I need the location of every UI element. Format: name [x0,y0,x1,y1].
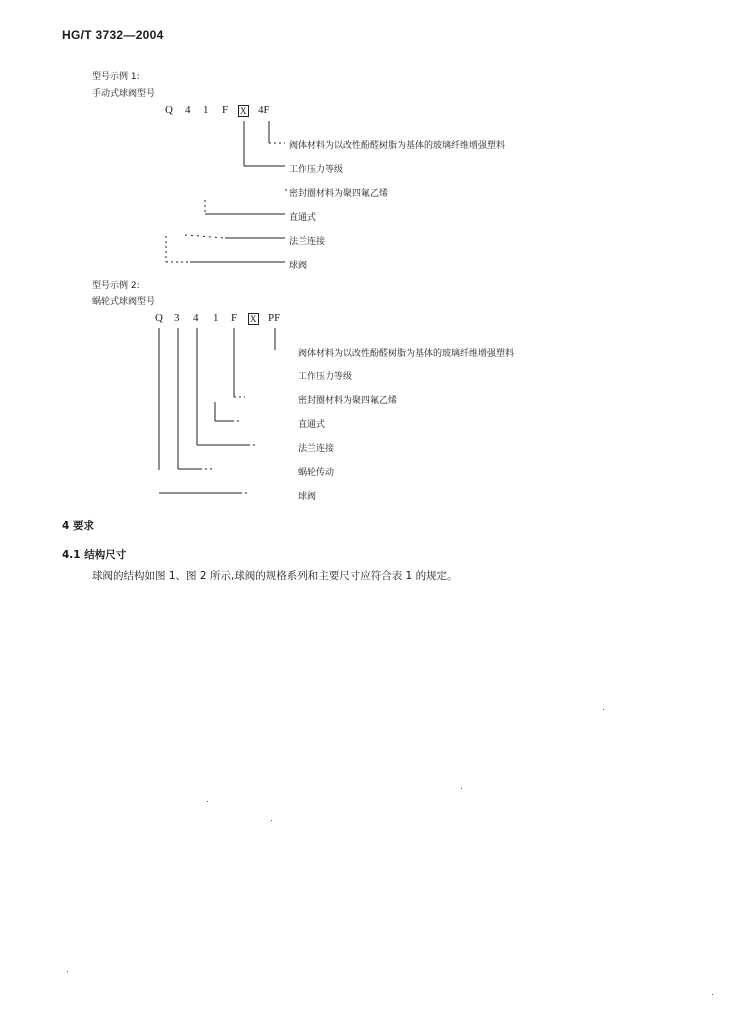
code-char-boxed: X [240,106,247,116]
example1-item: 直通式 [289,213,317,223]
code-char: 4F [258,104,270,116]
section-heading: 4 要求 [62,520,94,532]
code-char: Q [165,104,173,116]
example1-item: 密封圈材料为聚四氟乙烯 [289,189,389,199]
example2-item: 法兰连接 [298,444,335,454]
scan-speck [712,994,713,995]
example2-item: 球阀 [298,492,317,502]
example2-item: 蜗轮传动 [298,468,335,478]
code-char: F [222,104,229,116]
code-char: 1 [203,104,209,116]
scan-speck [461,788,462,789]
leader-line [185,235,225,238]
body-paragraph: 球阀的结构如图 1、图 2 所示,球阀的规格系列和主要尺寸应符合表 1 的规定。 [92,570,458,582]
code-char: 1 [213,312,219,324]
code-char: 4 [193,312,199,324]
example1-item: 工作压力等级 [289,165,344,175]
example2-item: 阀体材料为以改性酚醛树脂为基体的玻璃纤维增强塑料 [298,349,515,359]
example1-subtitle: 手动式球阀型号 [92,89,156,99]
scan-speck [67,971,68,972]
example1-item: 阀体材料为以改性酚醛树脂为基体的玻璃纤维增强塑料 [289,141,506,151]
code-char: PF [268,312,281,324]
code-char: F [231,312,238,324]
code-char: Q [155,312,163,324]
example2-item: 工作压力等级 [298,372,353,382]
example2-item: 密封圈材料为聚四氟乙烯 [298,396,398,406]
code-char-boxed: X [250,314,257,324]
scan-speck [207,801,208,802]
example2-title: 型号示例 2: [92,281,140,291]
code-char: 3 [174,312,180,324]
example2-subtitle: 蜗轮式球阀型号 [92,297,156,307]
example1-item: 法兰连接 [289,237,326,247]
standard-number: HG/T 3732—2004 [62,28,164,42]
scan-speck [271,820,272,821]
example1-title: 型号示例 1: [92,72,140,82]
scan-speck [603,709,604,710]
example2-item: 直通式 [298,420,326,430]
code-char: 4 [185,104,191,116]
example1-item: 球阀 [289,261,308,271]
subsection-heading: 4.1 结构尺寸 [62,549,127,561]
